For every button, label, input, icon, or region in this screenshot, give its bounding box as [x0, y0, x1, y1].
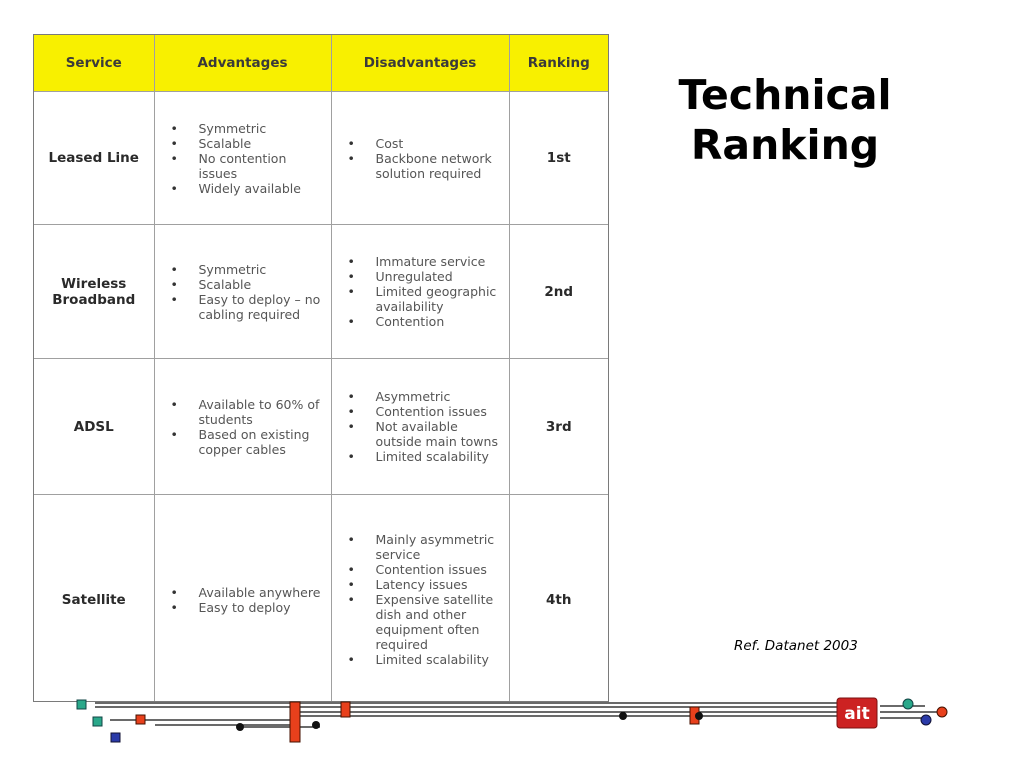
list-item: • Easy to deploy: [199, 600, 331, 615]
reference-note: Ref. Datanet 2003: [734, 638, 858, 654]
footer-lines: [95, 703, 940, 727]
list-item: • Symmetric: [199, 262, 331, 277]
black-dot-icon: [619, 712, 627, 720]
ranking-cell: 2nd: [509, 225, 608, 359]
service-cell: ADSL: [34, 359, 154, 495]
list-item: • Cost: [376, 136, 509, 151]
list-item: • Asymmetric: [376, 389, 509, 404]
blue-dot-icon: [921, 715, 931, 725]
teal-dot-icon: [903, 699, 913, 709]
list-item: • Expensive satellite dish and other equipment often required: [376, 592, 509, 652]
list-item: • Backbone network solution required: [376, 151, 509, 181]
black-dot-icon: [236, 723, 244, 731]
list-item: • Easy to deploy – no cabling required: [199, 292, 331, 322]
orange-dot-icon: [937, 707, 947, 717]
black-dot-icon: [312, 721, 320, 729]
list-item: • Contention: [376, 314, 509, 329]
list-item: • Unregulated: [376, 269, 509, 284]
ranking-cell: 1st: [509, 92, 608, 225]
header-disadvantages: Disadvantages: [331, 35, 509, 92]
list-item: • Limited scalability: [376, 652, 509, 667]
list-item: • Not available outside main towns: [376, 419, 509, 449]
header-service: Service: [34, 35, 154, 92]
list-item: • Scalable: [199, 136, 331, 151]
list-item: • Available to 60% of students: [199, 397, 331, 427]
teal-square-icon: [77, 700, 86, 709]
logo-text: ait: [844, 704, 870, 724]
black-dot-icon: [695, 712, 703, 720]
header-ranking: Ranking: [509, 35, 608, 92]
ranking-cell: 3rd: [509, 359, 608, 495]
list-item: • Widely available: [199, 181, 331, 196]
list-item: • Based on existing copper cables: [199, 427, 331, 457]
list-item: • Scalable: [199, 277, 331, 292]
list-item: • Limited scalability: [376, 449, 509, 464]
slide-title-line1: Technical: [678, 71, 892, 119]
blue-square-icon: [111, 733, 120, 742]
teal-square-icon: [93, 717, 102, 726]
red-bar-icon: [341, 702, 350, 717]
list-item: • Latency issues: [376, 577, 509, 592]
red-bar-icon: [290, 702, 300, 742]
ait-logo: [837, 698, 877, 728]
service-cell: Satellite: [34, 495, 154, 703]
red-square-icon: [136, 715, 145, 724]
list-item: • No contention issues: [199, 151, 331, 181]
list-item: • Limited geographic availability: [376, 284, 509, 314]
list-item: • Immature service: [376, 254, 509, 269]
list-item: • Contention issues: [376, 404, 509, 419]
header-advantages: Advantages: [154, 35, 331, 92]
list-item: • Available anywhere: [199, 585, 331, 600]
list-item: • Symmetric: [199, 121, 331, 136]
list-item: • Mainly asymmetric service: [376, 532, 509, 562]
service-cell: Wireless Broadband: [34, 225, 154, 359]
service-cell: Leased Line: [34, 92, 154, 225]
slide-title-line2: Ranking: [690, 121, 880, 169]
ranking-cell: 4th: [509, 495, 608, 703]
list-item: • Contention issues: [376, 562, 509, 577]
